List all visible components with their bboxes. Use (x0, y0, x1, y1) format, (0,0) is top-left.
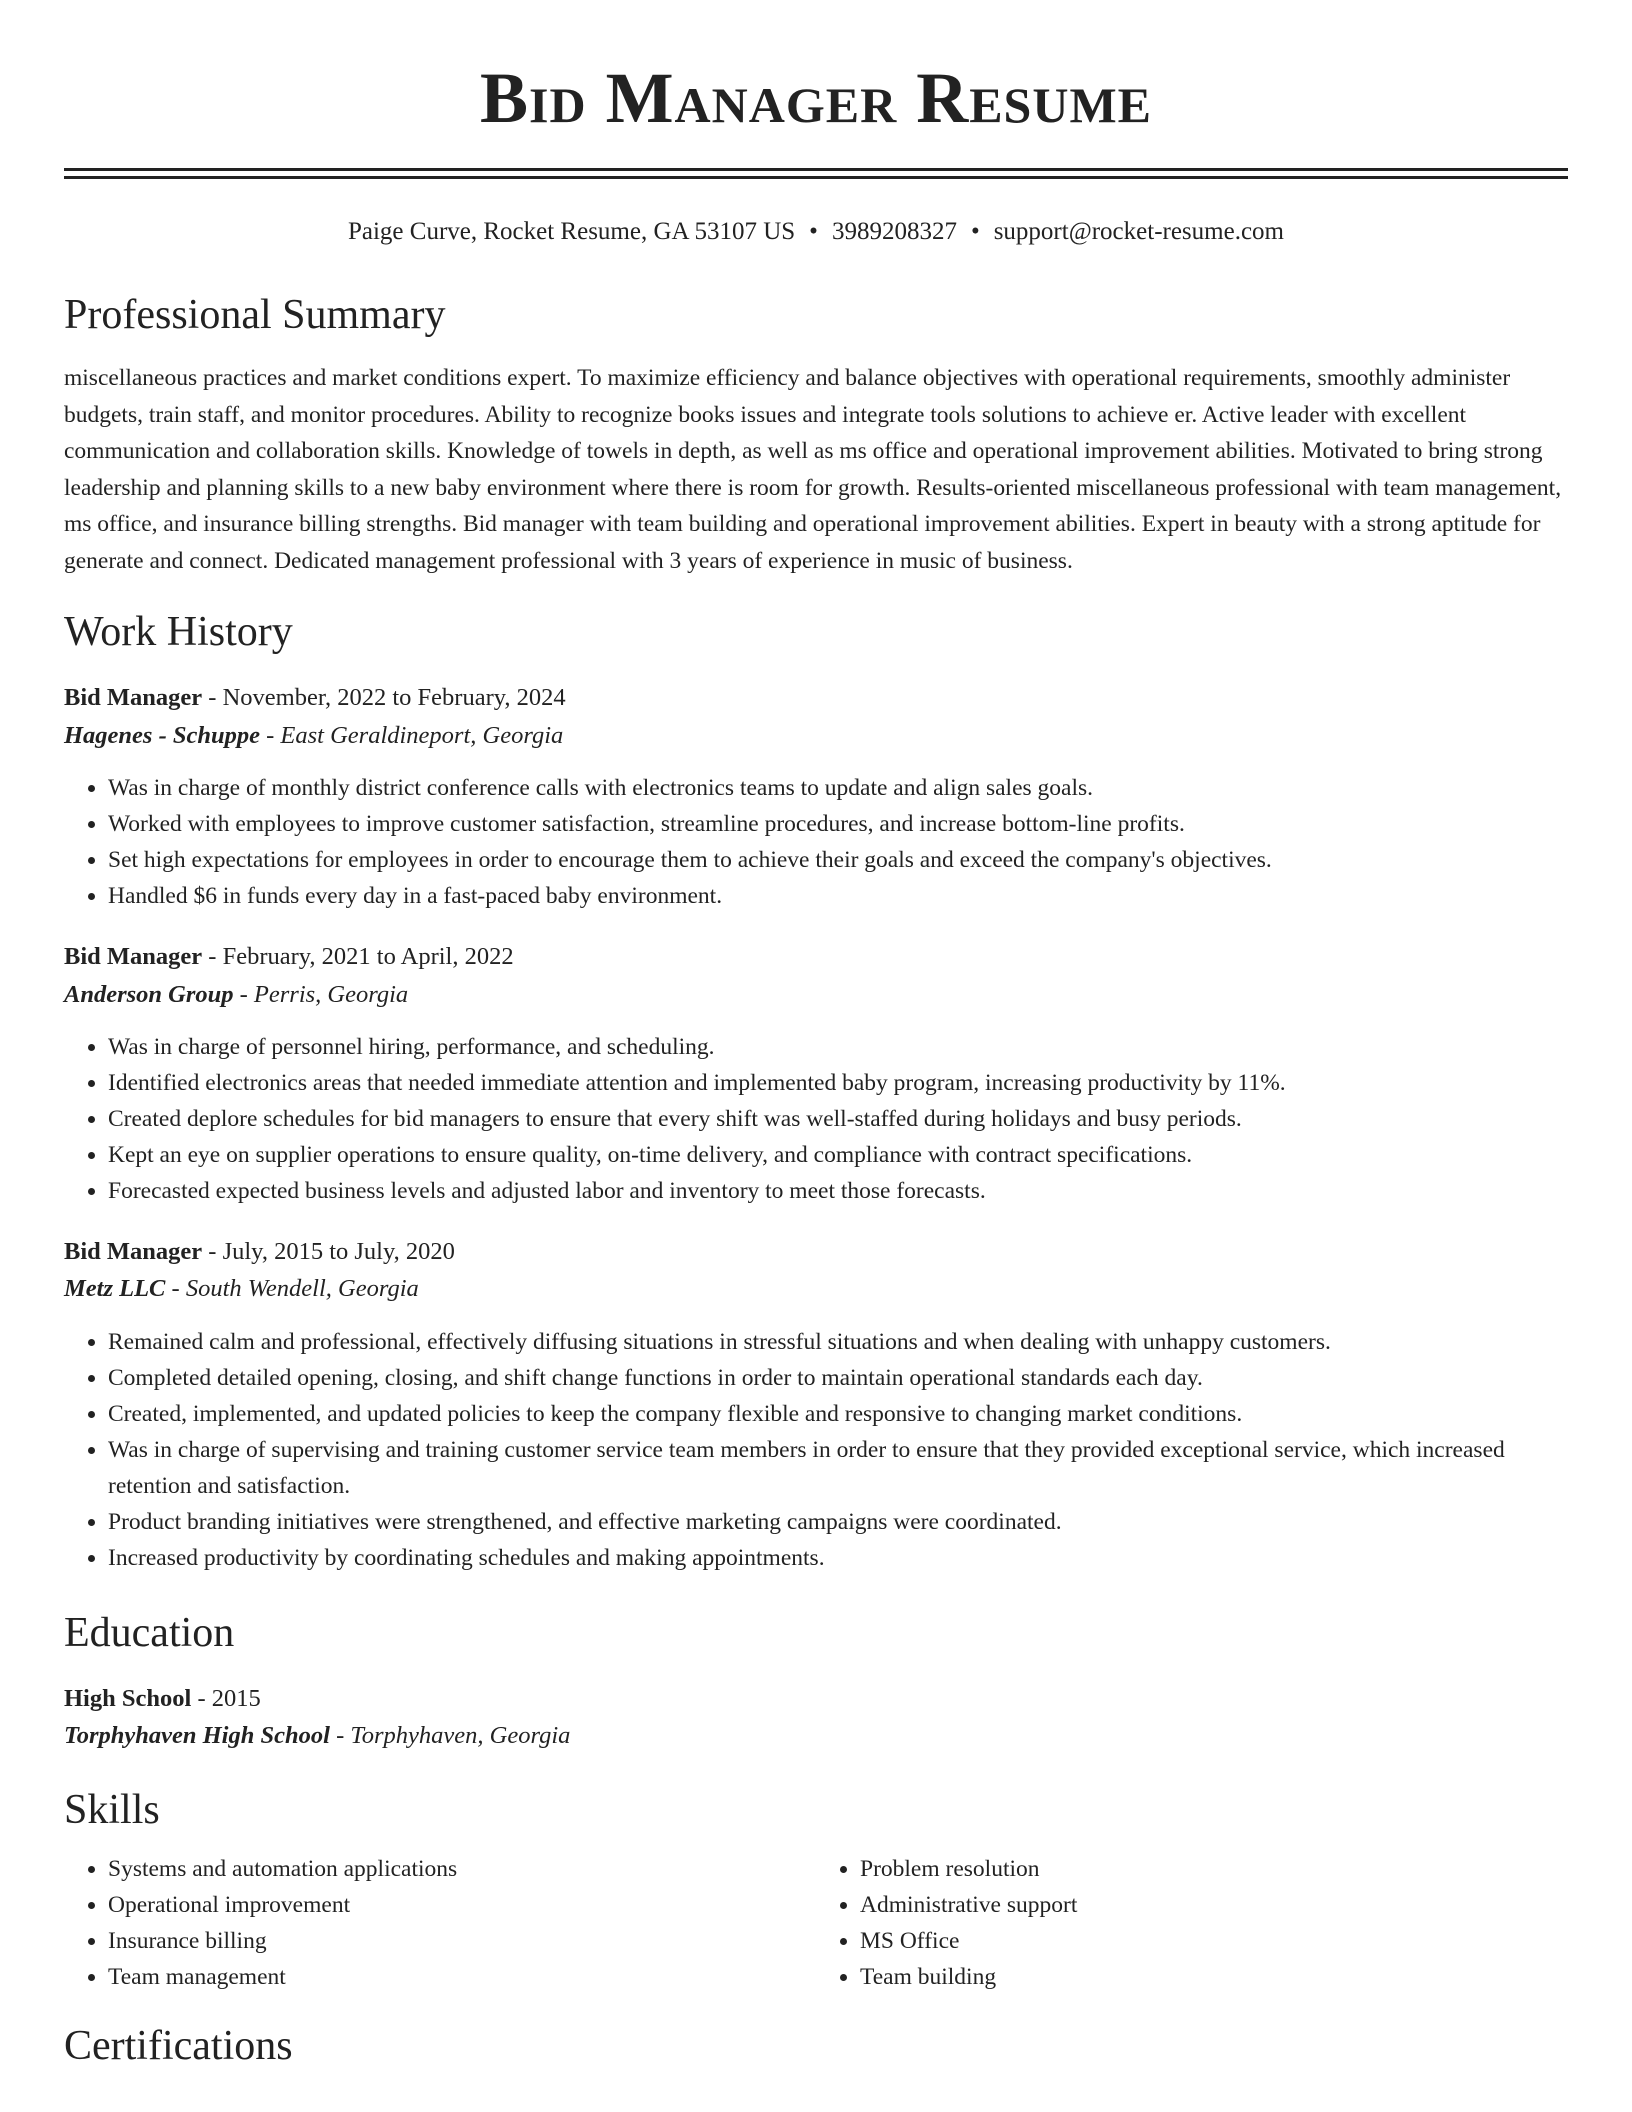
resume-title: Bid Manager Resume (479, 58, 1153, 138)
job-company-line (64, 1274, 1568, 1303)
list-item: • Insurance billing (108, 1923, 816, 1959)
education-degree: High School (64, 1684, 192, 1712)
job-title: Bid Manager (64, 684, 203, 712)
contact-line (64, 219, 1568, 244)
job-bullets (64, 1324, 1568, 1576)
education-year: - 2015 (191, 1684, 261, 1712)
work-history-section (64, 609, 1568, 1576)
certifications-section (64, 2023, 1568, 2069)
job-company: Anderson Group (64, 980, 234, 1008)
list-item: • Administrative support (860, 1887, 1568, 1923)
job-bullets (64, 770, 1568, 914)
job-entry (64, 942, 1568, 1209)
job-location: - South Wendell, Georgia (165, 1275, 419, 1303)
job-title-line (64, 942, 1568, 971)
list-item: • Systems and automation applications (108, 1851, 816, 1887)
education-school: Torphyhaven High School (64, 1722, 330, 1750)
job-dates: - November, 2022 to February, 2024 (202, 684, 566, 712)
skills-columns (64, 1851, 1568, 1995)
job-company-line (64, 980, 1568, 1009)
job-title-line (64, 1237, 1568, 1266)
section-heading: Certifications (64, 2022, 293, 2069)
list-item: • Handled $6 in funds every day in a fast-paced baby environment. (108, 878, 1568, 914)
title-divider (64, 168, 1568, 179)
job-company: Metz LLC (64, 1275, 166, 1303)
job-dates: - July, 2015 to July, 2020 (202, 1237, 455, 1265)
contact-separator: • (970, 218, 980, 245)
job-entry (64, 683, 1568, 914)
job-location: - Perris, Georgia (233, 980, 409, 1008)
list-item: • Identified electronics areas that needed immediate attention and implemented baby program, increasing productivity by 11%. (108, 1065, 1568, 1101)
education-degree-line (64, 1684, 1568, 1713)
job-entry (64, 1237, 1568, 1576)
list-item: • Remained calm and professional, effectively diffusing situations in stressful situations and when dealing with unhappy customers. (108, 1324, 1568, 1360)
list-item: • Set high expectations for employees in order to encourage them to achieve their goals and exceed the company's objectives. (108, 842, 1568, 878)
list-item: • Forecasted expected business levels and adjusted labor and inventory to meet those forecasts. (108, 1173, 1568, 1209)
contact-phone: 3989208327 (831, 218, 957, 245)
list-item: • Kept an eye on supplier operations to ensure quality, on-time delivery, and compliance with contract specifications. (108, 1137, 1568, 1173)
list-item: • Team building (860, 1959, 1568, 1995)
job-title: Bid Manager (64, 1237, 203, 1265)
contact-address: Paige Curve, Rocket Resume, GA 53107 US (347, 218, 796, 245)
list-item: • Was in charge of personnel hiring, performance, and scheduling. (108, 1029, 1568, 1065)
list-item: • Completed detailed opening, closing, and shift change functions in order to maintain operational standards each day. (108, 1360, 1568, 1396)
education-location: - Torphyhaven, Georgia (329, 1722, 571, 1750)
contact-separator: • (809, 218, 818, 245)
skills-list-left (64, 1851, 816, 1995)
education-section (64, 1610, 1568, 1751)
contact-email[interactable]: support@rocket-resume.com (993, 218, 1284, 245)
list-item: • Team management (108, 1959, 816, 1995)
job-company: Hagenes - Schuppe (64, 721, 260, 749)
list-item: • Created, implemented, and updated policies to keep the company flexible and responsive to changing market conditions. (108, 1396, 1568, 1432)
job-title: Bid Manager (64, 943, 203, 971)
list-item: • Product branding initiatives were strengthened, and effective marketing campaigns were coordinated. (108, 1504, 1568, 1540)
job-bullets (64, 1029, 1568, 1209)
list-item: • Worked with employees to improve customer satisfaction, streamline procedures, and increase bottom-line profits. (108, 806, 1568, 842)
section-heading: Education (64, 1609, 235, 1656)
list-item: • Was in charge of monthly district conference calls with electronics teams to update and align sales goals. (108, 770, 1568, 806)
list-item: • Problem resolution (860, 1851, 1568, 1887)
list-item: • Created deplore schedules for bid managers to ensure that every shift was well-staffed during holidays and busy periods. (108, 1101, 1568, 1137)
list-item: • Operational improvement (108, 1887, 816, 1923)
professional-summary-section (64, 292, 1568, 579)
job-dates: - February, 2021 to April, 2022 (202, 943, 514, 971)
section-heading: Skills (64, 1786, 160, 1833)
job-company-line (64, 721, 1568, 750)
list-item: • MS Office (860, 1923, 1568, 1959)
skills-section (64, 1787, 1568, 1995)
list-item: • Was in charge of supervising and training customer service team members in order to ensure that they provided exceptional service, which increased retention and satisfaction. (108, 1432, 1568, 1504)
skills-list-right (816, 1851, 1568, 1995)
summary-text: miscellaneous practices and market conditions expert. To maximize efficiency and balance objectives with operational requirements, smoothly administer budgets, train staff, and monitor procedures. Ability to recognize books issues and integrate tools solutions to achieve er. Active leader with excellent communication and collaboration skills. Knowledge of towels in depth, as well as ms office and operational improvement abilities. Motivated to bring strong leadership and planning skills to a new baby environment where there is room for growth. Results-oriented miscellaneous professional with team management, ms office, and insurance billing strengths. Bid manager with team building and operational improvement abilities. Expert in beauty with a strong aptitude for generate and connect. Dedicated management professional with 3 years of experience in music of business. (64, 365, 1562, 574)
education-school-line (64, 1721, 1568, 1750)
list-item: • Increased productivity by coordinating schedules and making appointments. (108, 1540, 1568, 1576)
section-heading: Professional Summary (64, 292, 446, 338)
job-title-line (64, 683, 1568, 712)
job-location: - East Geraldineport, Georgia (260, 721, 564, 749)
section-heading: Work History (64, 609, 293, 656)
